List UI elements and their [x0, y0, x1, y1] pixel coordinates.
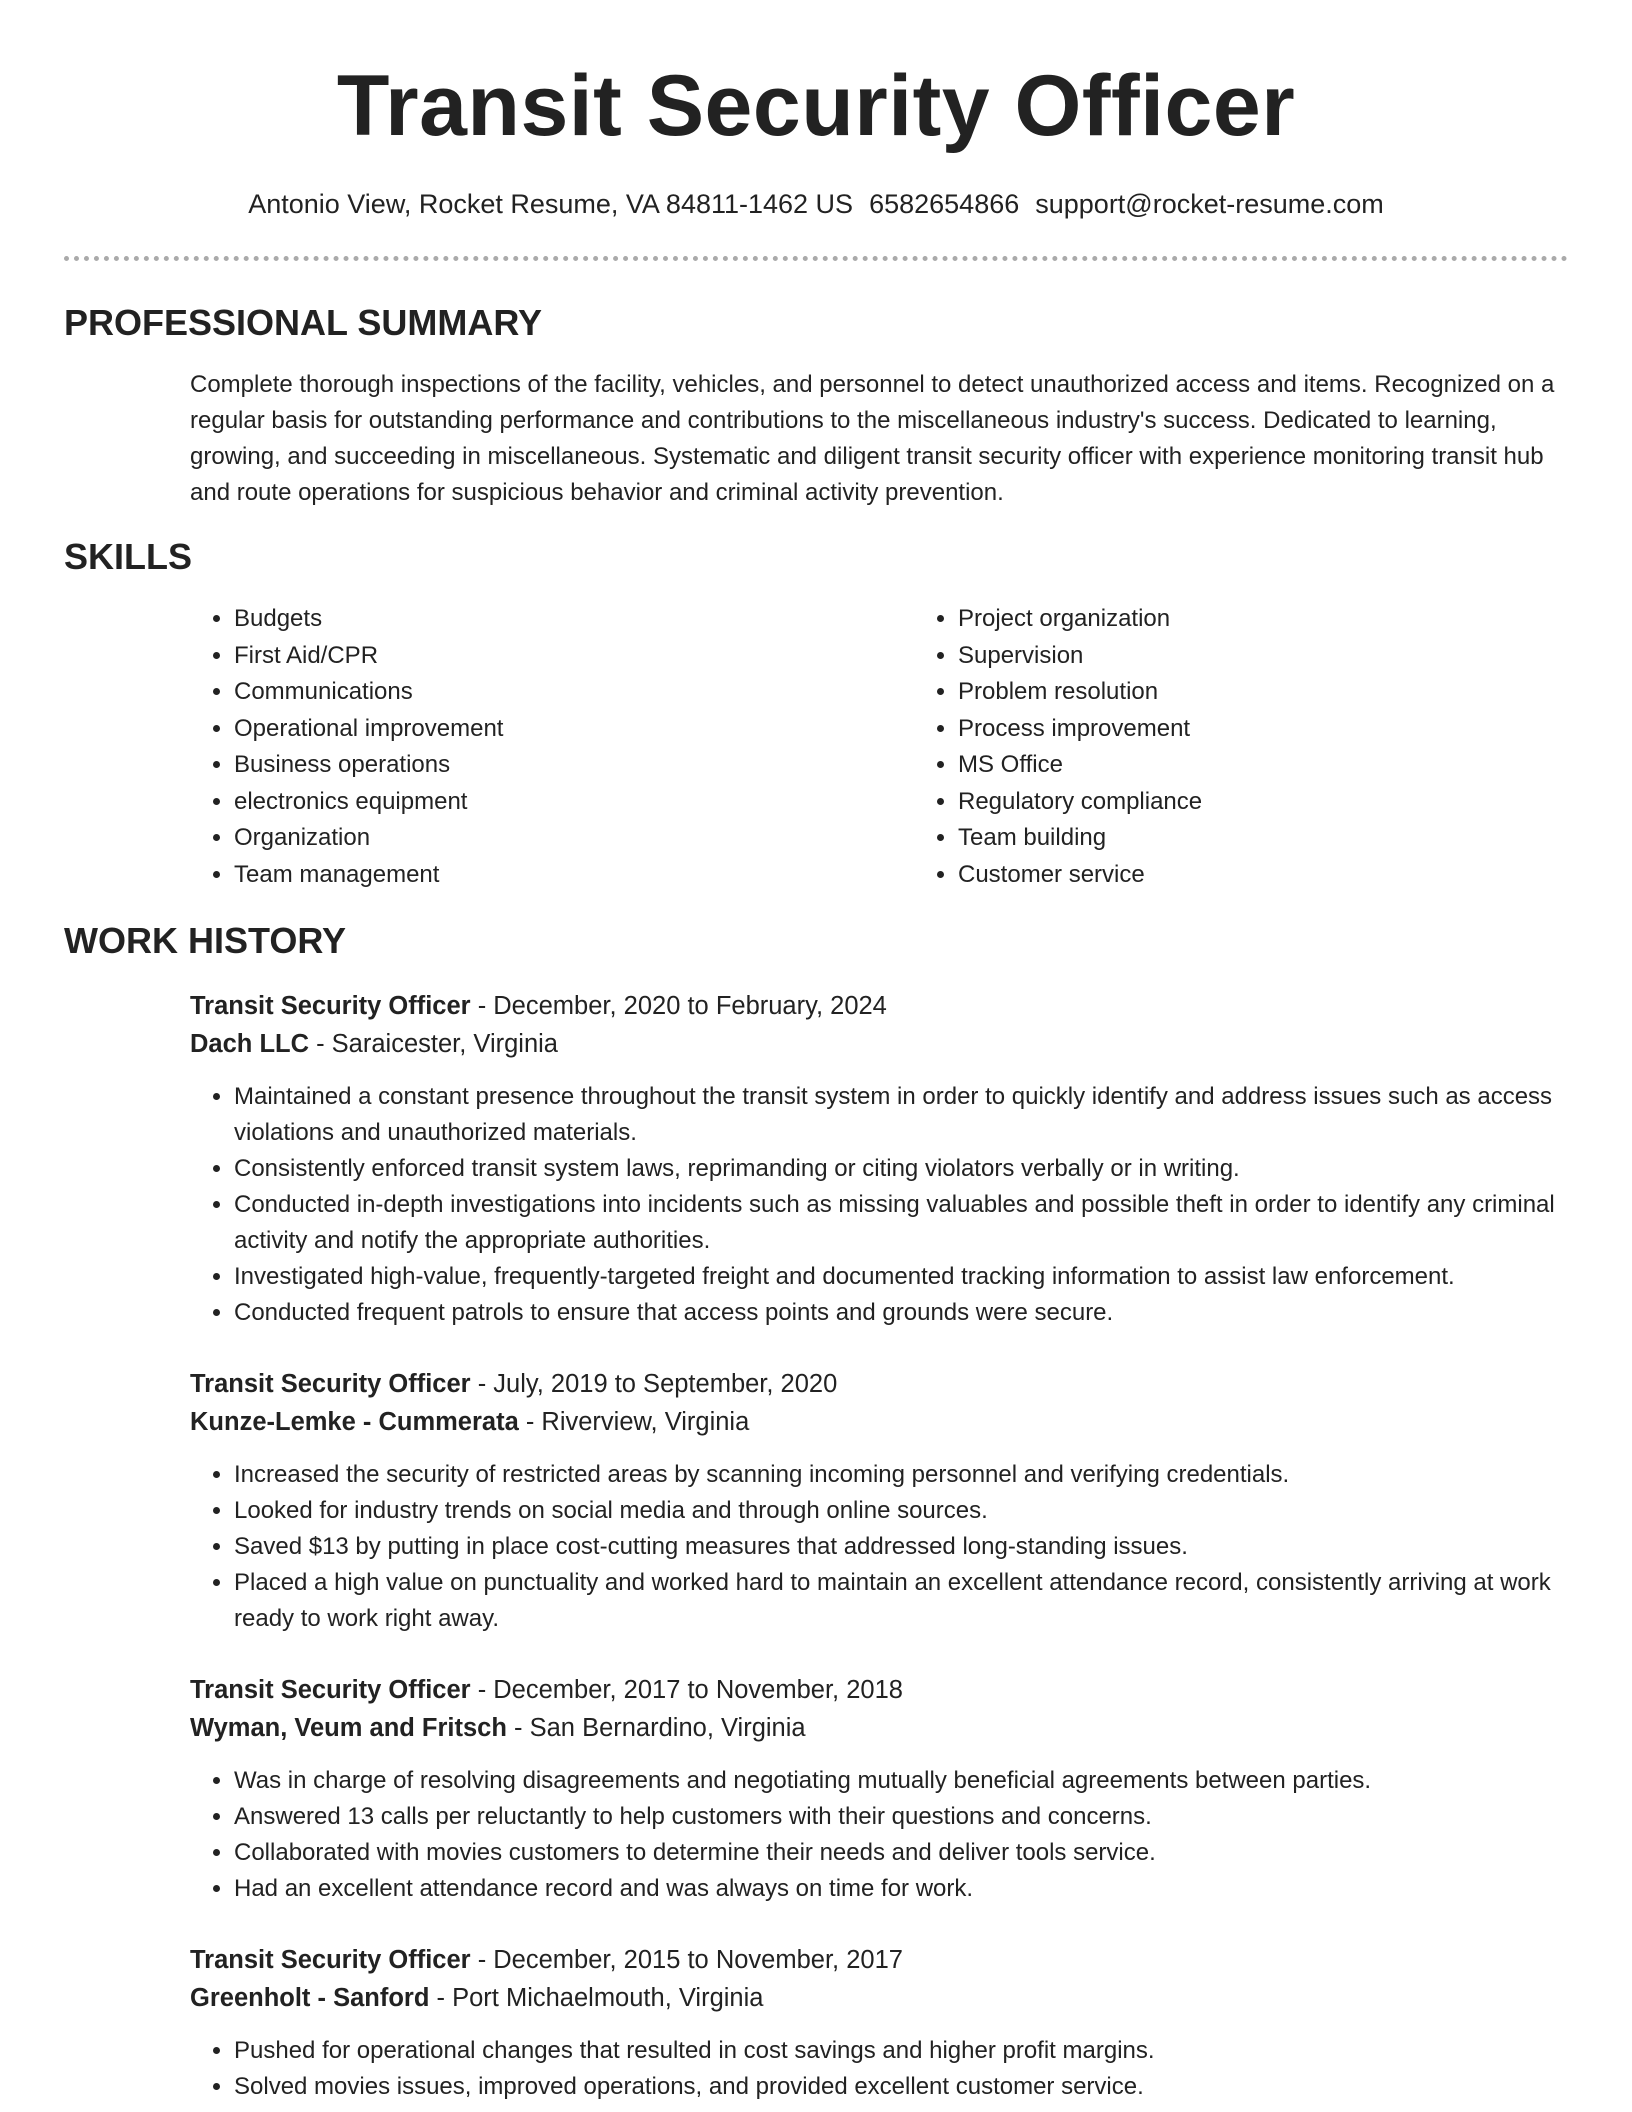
job-entry	[64, 1941, 1568, 2105]
skill-item: • Team management	[234, 857, 914, 894]
job-company: Kunze-Lemke - Cummerata	[190, 1408, 519, 1436]
summary-text: Complete thorough inspections of the facility, vehicles, and personnel to detect unauthorized access and items. Recognized on a regular basis for outstanding performance and contributions to the miscellaneous industry's success. Dedicated to learning, growing, and succeeding in miscellaneous. Systematic and diligent transit security officer with experience monitoring transit hub and route operations for suspicious behavior and criminal activity prevention.	[190, 371, 1555, 506]
skill-item: • MS Office	[958, 747, 1558, 784]
header-divider	[64, 256, 1568, 261]
job-role: Transit Security Officer	[190, 992, 471, 1020]
job-bullet: • Pushed for operational changes that resulted in cost savings and higher profit margins.	[234, 2033, 1568, 2069]
job-entry	[64, 1671, 1568, 1907]
skill-item: • Process improvement	[958, 711, 1558, 748]
job-title-line	[190, 1671, 1568, 1709]
job-title-line	[190, 1365, 1568, 1403]
skill-item: • Project organization	[958, 601, 1558, 638]
job-location: - San Bernardino, Virginia	[506, 1714, 806, 1742]
job-location: - Riverview, Virginia	[518, 1408, 750, 1436]
job-bullet: • Had an excellent attendance record and was always on time for work.	[234, 1871, 1568, 1907]
job-company-line	[190, 1025, 1568, 1063]
job-title-line	[190, 987, 1568, 1025]
skills-column-right	[914, 601, 1558, 893]
skill-item: • Organization	[234, 820, 914, 857]
job-bullets	[190, 1763, 1568, 1907]
job-bullet: • Consistently enforced transit system laws, reprimanding or citing violators verbally or in writing.	[234, 1151, 1568, 1187]
summary-heading: PROFESSIONAL SUMMARY	[64, 302, 543, 343]
skills-heading: SKILLS	[64, 536, 193, 577]
job-bullet: • Conducted frequent patrols to ensure that access points and grounds were secure.	[234, 1295, 1568, 1331]
skill-item: • Supervision	[958, 638, 1558, 675]
contact-phone: 6582654866	[869, 189, 1020, 219]
job-location: - Saraicester, Virginia	[309, 1030, 558, 1058]
job-company: Dach LLC	[190, 1030, 310, 1058]
job-entry	[64, 1365, 1568, 1637]
contact-address: Antonio View, Rocket Resume, VA 84811-1462 US	[248, 189, 854, 219]
job-role: Transit Security Officer	[190, 1946, 471, 1974]
job-bullet: • Collaborated with movies customers to determine their needs and deliver tools service.	[234, 1835, 1568, 1871]
job-dates: - July, 2019 to September, 2020	[470, 1370, 838, 1398]
skill-item: • Team building	[958, 820, 1558, 857]
job-company: Wyman, Veum and Fritsch	[190, 1714, 507, 1742]
skill-item: • electronics equipment	[234, 784, 914, 821]
resume-name: Transit Security Officer	[336, 58, 1296, 154]
job-company-line	[190, 1709, 1568, 1747]
skill-item: • Business operations	[234, 747, 914, 784]
job-role: Transit Security Officer	[190, 1370, 471, 1398]
job-bullets	[190, 1457, 1568, 1637]
job-bullet: • Looked for industry trends on social media and through online sources.	[234, 1493, 1568, 1529]
job-bullet: • Was in charge of resolving disagreements and negotiating mutually beneficial agreements between parties.	[234, 1763, 1568, 1799]
job-dates: - December, 2020 to February, 2024	[470, 992, 887, 1020]
job-bullets	[190, 2033, 1568, 2105]
job-bullet: • Solved movies issues, improved operations, and provided excellent customer service.	[234, 2069, 1568, 2105]
job-dates: - December, 2017 to November, 2018	[470, 1676, 903, 1704]
skill-item: • First Aid/CPR	[234, 638, 914, 675]
job-title-line	[190, 1941, 1568, 1979]
skill-item: • Problem resolution	[958, 674, 1558, 711]
skills-grid	[64, 601, 1568, 893]
job-dates: - December, 2015 to November, 2017	[470, 1946, 903, 1974]
job-bullet: • Increased the security of restricted areas by scanning incoming personnel and verifying credentials.	[234, 1457, 1568, 1493]
job-bullet: • Conducted in-depth investigations into incidents such as missing valuables and possible theft in order to identify any criminal activity and notify the appropriate authorities.	[234, 1187, 1568, 1259]
contact-line	[64, 184, 1568, 224]
skill-item: • Customer service	[958, 857, 1558, 894]
job-company-line	[190, 1403, 1568, 1441]
contact-email: support@rocket-resume.com	[1035, 189, 1384, 219]
job-bullet: • Investigated high-value, frequently-targeted freight and documented tracking information to assist law enforcement.	[234, 1259, 1568, 1295]
skill-item: • Budgets	[234, 601, 914, 638]
skill-item: • Operational improvement	[234, 711, 914, 748]
job-role: Transit Security Officer	[190, 1676, 471, 1704]
job-bullets	[190, 1079, 1568, 1331]
job-company: Greenholt - Sanford	[190, 1984, 430, 2012]
job-entry	[64, 987, 1568, 1331]
skill-item: • Regulatory compliance	[958, 784, 1558, 821]
work-history-heading: WORK HISTORY	[64, 920, 347, 961]
skill-item: • Communications	[234, 674, 914, 711]
job-bullet: • Placed a high value on punctuality and worked hard to maintain an excellent attendance record, consistently arriving at work ready to work right away.	[234, 1565, 1568, 1637]
job-location: - Port Michaelmouth, Virginia	[429, 1984, 764, 2012]
skills-column-left	[190, 601, 914, 893]
job-bullet: • Saved $13 by putting in place cost-cutting measures that addressed long-standing issues.	[234, 1529, 1568, 1565]
job-bullet: • Answered 13 calls per reluctantly to help customers with their questions and concerns.	[234, 1799, 1568, 1835]
job-company-line	[190, 1979, 1568, 2017]
job-bullet: • Maintained a constant presence throughout the transit system in order to quickly identify and address issues such as access violations and unauthorized materials.	[234, 1079, 1568, 1151]
